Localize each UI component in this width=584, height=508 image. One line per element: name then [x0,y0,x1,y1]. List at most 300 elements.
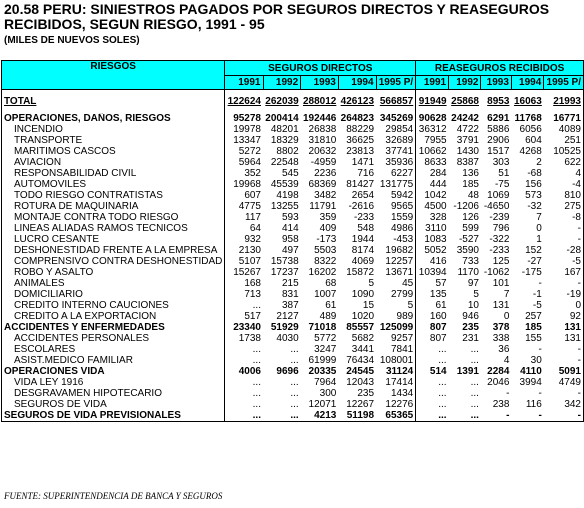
directos-cell: 7964 [314,377,337,388]
page-title [4,2,549,32]
directos-cell: 15872 [346,267,375,278]
directos-cell: 18329 [270,135,299,146]
reaseguros-cell: 4722 [456,124,479,135]
directos-cell: 31810 [308,135,337,146]
reaseguros-cell: ... [449,410,481,422]
directos-cell: ... [252,344,261,355]
reaseguros-cell: 156 [525,179,542,190]
directos-cell: 117 [245,212,261,223]
reaseguros-cell: - [511,410,543,422]
reaseguros-cell: 11768 [514,113,542,124]
reaseguros-cell: 1517 [487,146,510,157]
reaseguros-cell: 342 [544,399,584,410]
directos-cell: 489 [319,311,337,322]
directos-cell: ... [290,388,299,399]
reaseguros-cell: 1430 [456,146,479,157]
directos-cell: 76434 [346,355,375,366]
row-label: VIDA LEY 1916 [2,377,225,388]
directos-year-header: 1991 [225,76,263,90]
directos-cell: 352 [244,168,261,179]
reaseguros-cell: 2046 [487,377,510,388]
directos-cell: 5772 [314,333,337,344]
table-row [2,311,584,322]
row-label: ACCIDENTES PERSONALES [2,333,225,344]
reaseguros-cell: 167 [544,267,584,278]
directos-cell: 9565 [376,201,416,212]
reaseguros-cell: 2 [536,157,542,168]
reaseguros-cell: 61 [435,300,447,311]
directos-cell: 24545 [346,366,375,377]
reaseguros-cell: 5052 [424,245,447,256]
table-row [2,146,584,157]
reaseguros-cell: - [544,355,584,366]
table-row [2,278,584,289]
reaseguros-cell: 24242 [451,113,479,124]
table-row [2,157,584,168]
units-label: (MILES DE NUEVOS SOLES) [4,35,140,46]
reaseguros-cell: 101 [492,278,510,289]
row-label: ROTURA DE MAQUINARIA [2,201,225,212]
table-row [2,377,584,388]
row-label: TODO RIESGO CONTRATISTAS [2,190,225,201]
directos-cell: ... [290,355,299,366]
reaseguros-cell: 4749 [544,377,584,388]
reaseguros-cell: 444 [429,179,447,190]
row-label: ACCIDENTES Y ENFERMEDADES [2,322,225,333]
row-label: TOTAL [2,96,225,107]
directos-cell: 426123 [340,96,375,107]
directos-cell: 200414 [265,113,299,124]
reaseguros-cell: - [538,388,542,399]
directos-cell: 6227 [376,168,416,179]
directos-cell: 88229 [346,124,375,135]
row-label: ASIST.MEDICO FAMILIAR [2,355,225,366]
reaseguros-cell: 604 [525,135,542,146]
directos-cell: 12267 [346,399,375,410]
directos-cell: 831 [281,289,299,300]
directos-cell: 566857 [376,96,416,107]
directos-cell: 12043 [346,377,375,388]
directos-cell: 235 [357,388,375,399]
reaseguros-cell: 1069 [487,190,510,201]
reaseguros-cell: ... [438,388,447,399]
directos-cell: 4030 [276,333,299,344]
directos-cell: 85557 [346,322,375,333]
directos-cell: 2799 [376,289,416,300]
directos-cell: 5272 [238,146,261,157]
table-row [2,267,584,278]
directos-cell: 2236 [314,168,337,179]
directos-cell: ... [252,355,261,366]
row-label: SEGUROS DE VIDA PREVISIONALES [2,410,225,422]
reaseguros-cell: ... [438,399,447,410]
directos-cell: 19682 [376,245,416,256]
row-label: LUCRO CESANTE [2,234,225,245]
reaseguros-cell: 599 [462,223,479,234]
reaseguros-cell: -5 [544,256,584,267]
table-row [2,388,584,399]
title-line-1: 20.58 PERU: SINIESTROS PAGADOS POR SEGUROS DIRECTOS Y REASEGUROS [4,1,550,17]
reaseguros-cell: 131 [544,322,584,333]
reaseguros-cell: 16063 [513,96,542,107]
table-row [2,300,584,311]
reaseguros-cell: -233 [489,245,510,256]
table-row [2,96,584,107]
reaseguros-cell: - [544,234,584,245]
reaseguros-cell: -1206 [453,201,479,212]
reaseguros-cell: 21993 [544,96,584,107]
directos-cell: 12071 [308,399,337,410]
directos-cell: 45539 [270,179,299,190]
directos-cell: 5 [376,300,416,311]
reaseguros-cell: ... [438,355,447,366]
reaseguros-year-header: 1991 [416,76,449,90]
directos-cell: 5 [368,278,375,289]
reaseguros-cell: 946 [462,311,479,322]
row-label: TRANSPORTE [2,135,225,146]
reaseguros-cell: 3791 [456,135,479,146]
directos-cell: 264823 [340,113,375,124]
insurance-claims-table [1,60,584,422]
directos-cell: 3482 [314,190,337,201]
row-label: DESGRAVAMEN HIPOTECARIO [2,388,225,399]
reaseguros-cell: 4 [544,168,584,179]
table-row [2,212,584,223]
directos-cell: 1007 [314,289,337,300]
reaseguros-cell: 514 [429,366,447,377]
directos-cell: 15 [362,300,375,311]
reaseguros-cell: 135 [429,289,447,300]
directos-cell: 64 [249,223,261,234]
reaseguros-cell: 4500 [424,201,447,212]
table-row [2,124,584,135]
row-label: AUTOMOVILES [2,179,225,190]
reaseguros-cell: -4650 [483,201,510,212]
directos-cell: 1020 [351,311,375,322]
reaseguros-cell: 126 [462,212,479,223]
directos-cell: 61 [325,300,337,311]
directos-cell: 125099 [376,322,416,333]
reaseguros-cell: 0 [536,223,542,234]
reaseguros-cell: 16771 [544,113,584,124]
reaseguros-cell: 36 [498,344,510,355]
directos-cell: 15738 [270,256,299,267]
reaseguros-cell: 185 [462,179,479,190]
directos-cell: 11791 [309,201,337,212]
directos-cell: 517 [244,311,261,322]
directos-cell: 168 [244,278,261,289]
reaseguros-cell: 10 [467,300,479,311]
reaseguros-cell: ... [470,377,479,388]
reaseguros-cell: 4 [503,355,510,366]
directos-cell: 4006 [238,366,261,377]
reaseguros-cell: 1391 [456,366,479,377]
directos-cell: -2616 [348,201,375,212]
reaseguros-cell: 6291 [487,113,510,124]
directos-cell: -4959 [310,157,337,168]
reaseguros-cell: 416 [429,256,447,267]
directos-cell: 7841 [376,344,416,355]
directos-cell: 23813 [346,146,375,157]
reaseguros-recibidos-header: REASEGUROS RECIBIDOS [416,61,584,76]
row-label: OPERACIONES, DAÑOS, RIESGOS [2,113,225,124]
reaseguros-cell: - [538,278,542,289]
directos-year-header: 1995 P/ [376,76,416,90]
directos-cell: 68 [325,278,337,289]
directos-cell: 12276 [376,399,416,410]
reaseguros-cell: 97 [467,278,479,289]
directos-cell: 95278 [233,113,261,124]
directos-cell: 215 [281,278,299,289]
reaseguros-year-header: 1995 P/ [544,76,584,90]
table-row [2,113,584,124]
table-row [2,234,584,245]
reaseguros-cell: ... [416,410,449,422]
directos-cell: 300 [319,388,337,399]
reaseguros-cell: 5886 [487,124,510,135]
reaseguros-cell: 51 [498,168,510,179]
directos-cell: 5964 [238,157,261,168]
reaseguros-cell: 1170 [457,267,479,278]
directos-cell: 108001 [376,355,416,366]
directos-cell: 5107 [238,256,261,267]
reaseguros-cell: -239 [489,212,510,223]
reaseguros-cell: 328 [429,212,447,223]
directos-cell: 958 [281,234,299,245]
directos-cell: 4069 [351,256,375,267]
directos-cell: 1090 [351,289,375,300]
row-label: DESHONESTIDAD FRENTE A LA EMPRESA [2,245,225,256]
reaseguros-cell: 573 [525,190,542,201]
reaseguros-cell: 2906 [487,135,510,146]
reaseguros-cell: 48 [467,190,479,201]
reaseguros-cell: 807 [429,333,447,344]
directos-cell: 15267 [233,267,261,278]
directos-cell: 23340 [233,322,261,333]
reaseguros-cell: ... [470,344,479,355]
table-row [2,289,584,300]
directos-cell: 3441 [351,344,375,355]
directos-cell: 548 [357,223,375,234]
directos-cell: 1434 [376,388,416,399]
reaseguros-cell: -68 [527,168,542,179]
directos-cell: 45 [376,278,416,289]
directos-cell: ... [290,399,299,410]
row-label: SEGUROS DE VIDA [2,399,225,410]
seguros-directos-header: SEGUROS DIRECTOS [225,61,416,76]
table-row [2,245,584,256]
reaseguros-cell: 10394 [418,267,447,278]
reaseguros-cell: 136 [462,168,479,179]
directos-cell: 9696 [276,366,299,377]
directos-cell: 932 [244,234,261,245]
reaseguros-cell: -28 [544,245,584,256]
directos-cell: 409 [319,223,337,234]
table-row [2,179,584,190]
row-label: ANIMALES [2,278,225,289]
directos-cell: 20335 [308,366,337,377]
row-label: DOMICILIARIO [2,289,225,300]
reaseguros-cell: ... [438,377,447,388]
reaseguros-cell: ... [470,399,479,410]
reaseguros-cell: 92 [544,311,584,322]
table-row [2,344,584,355]
directos-cell: 36625 [346,135,375,146]
reaseguros-cell: 160 [429,311,447,322]
directos-cell: 12257 [376,256,416,267]
directos-cell: 31124 [376,366,416,377]
reaseguros-cell: 257 [525,311,542,322]
reaseguros-cell: -32 [527,201,542,212]
table-row [2,223,584,234]
reaseguros-cell: ... [438,344,447,355]
row-label: LINEAS ALIADAS RAMOS TECNICOS [2,223,225,234]
reaseguros-cell: 4089 [544,124,584,135]
reaseguros-cell: -175 [521,267,542,278]
reaseguros-cell: -27 [527,256,542,267]
directos-cell: 48201 [270,124,299,135]
reaseguros-cell: 5091 [544,366,584,377]
directos-cell: 16202 [308,267,337,278]
table-body [2,90,584,422]
directos-cell: 345269 [376,113,416,124]
table-row [2,355,584,366]
directos-cell: 35936 [376,157,416,168]
riesgos-header: RIESGOS [2,61,225,90]
reaseguros-cell: 90628 [418,113,447,124]
table-row [2,190,584,201]
reaseguros-cell: 8953 [487,96,510,107]
row-label: OPERACIONES VIDA [2,366,225,377]
directos-cell: 2127 [276,311,299,322]
reaseguros-cell: 284 [429,168,447,179]
row-label: COMPRENSIVO CONTRA DESHONESTIDAD [2,256,225,267]
reaseguros-cell: 36312 [418,124,447,135]
directos-cell: 32689 [376,135,416,146]
directos-cell: 359 [319,212,337,223]
title-line-2: RECIBIDOS, SEGUN RIESGO, 1991 - 95 [4,16,265,32]
row-label: MARITIMOS CASCOS [2,146,225,157]
directos-cell: ... [263,410,301,422]
directos-cell: 19978 [233,124,261,135]
reaseguros-cell: 131 [544,333,584,344]
directos-cell: ... [290,344,299,355]
directos-year-header: 1993 [301,76,339,90]
reaseguros-cell: 1 [536,234,542,245]
reaseguros-cell: 8387 [456,157,479,168]
reaseguros-cell: 4268 [519,146,542,157]
directos-cell: ... [252,399,261,410]
source-note: FUENTE: SUPERINTENDENCIA DE BANCA Y SEGUROS [4,491,223,501]
directos-cell: 51929 [270,322,299,333]
reaseguros-cell: 116 [525,399,542,410]
reaseguros-cell: -19 [544,289,584,300]
directos-cell: 4198 [276,190,299,201]
table-row [2,366,584,377]
directos-cell: 192446 [302,113,337,124]
directos-cell: 37741 [376,146,416,157]
reaseguros-cell: 1083 [424,234,447,245]
row-label: ESCOLARES [2,344,225,355]
row-label: CREDITO A LA EXPORTACION [2,311,225,322]
reaseguros-cell: 6056 [519,124,542,135]
directos-cell: 2654 [351,190,375,201]
table-row [2,410,584,422]
reaseguros-cell: -8 [544,212,584,223]
table-row [2,399,584,410]
directos-cell: 1559 [376,212,416,223]
table-row [2,135,584,146]
directos-cell: 387 [281,300,299,311]
directos-cell: 4213 [301,410,339,422]
reaseguros-cell: 733 [462,256,479,267]
directos-year-header: 1992 [263,76,301,90]
reaseguros-cell: - [481,410,511,422]
directos-cell: 607 [244,190,261,201]
reaseguros-cell: 796 [492,223,510,234]
reaseguros-cell: 7 [536,212,542,223]
reaseguros-cell: 125 [492,256,510,267]
reaseguros-cell: -1062 [483,267,510,278]
reaseguros-cell: 1042 [424,190,447,201]
directos-cell: 17414 [376,377,416,388]
reaseguros-cell: -4 [544,179,584,190]
directos-cell: ... [252,300,261,311]
row-label: CREDITO INTERNO CAUCIONES [2,300,225,311]
reaseguros-cell: 0 [503,311,510,322]
directos-cell: 65365 [376,410,416,422]
reaseguros-cell: 303 [492,157,510,168]
reaseguros-cell: 8633 [424,157,447,168]
directos-cell: ... [290,377,299,388]
directos-cell: 4775 [238,201,261,212]
directos-cell: ... [252,388,261,399]
reaseguros-cell: 2284 [487,366,510,377]
reaseguros-cell: - [544,388,584,399]
reaseguros-year-header: 1992 [449,76,481,90]
reaseguros-cell: -1 [532,289,542,300]
directos-cell: 131775 [376,179,416,190]
directos-cell: 545 [281,168,299,179]
reaseguros-cell: 3590 [456,245,479,256]
directos-cell: 13255 [270,201,299,212]
reaseguros-cell: - [544,410,584,422]
reaseguros-cell: 10525 [544,146,584,157]
directos-cell: -453 [376,234,416,245]
reaseguros-cell: 3110 [425,223,447,234]
directos-year-header: 1994 [338,76,376,90]
reaseguros-cell: 338 [492,333,510,344]
row-label: INCENDIO [2,124,225,135]
table-row [2,168,584,179]
reaseguros-cell: 4110 [520,366,542,377]
row-label: ROBO Y ASALTO [2,267,225,278]
directos-cell: 1471 [351,157,375,168]
reaseguros-cell: 25868 [451,96,479,107]
directos-cell: 4986 [376,223,416,234]
reaseguros-cell: 57 [435,278,447,289]
reaseguros-cell: - [544,223,584,234]
directos-cell: 497 [281,245,299,256]
reaseguros-cell: 10662 [418,146,447,157]
directos-cell: 3247 [314,344,337,355]
directos-cell: 5503 [314,245,337,256]
reaseguros-cell: - [544,344,584,355]
directos-cell: 51198 [338,410,376,422]
directos-cell: ... [225,410,263,422]
table-row [2,333,584,344]
directos-cell: 8174 [351,245,375,256]
